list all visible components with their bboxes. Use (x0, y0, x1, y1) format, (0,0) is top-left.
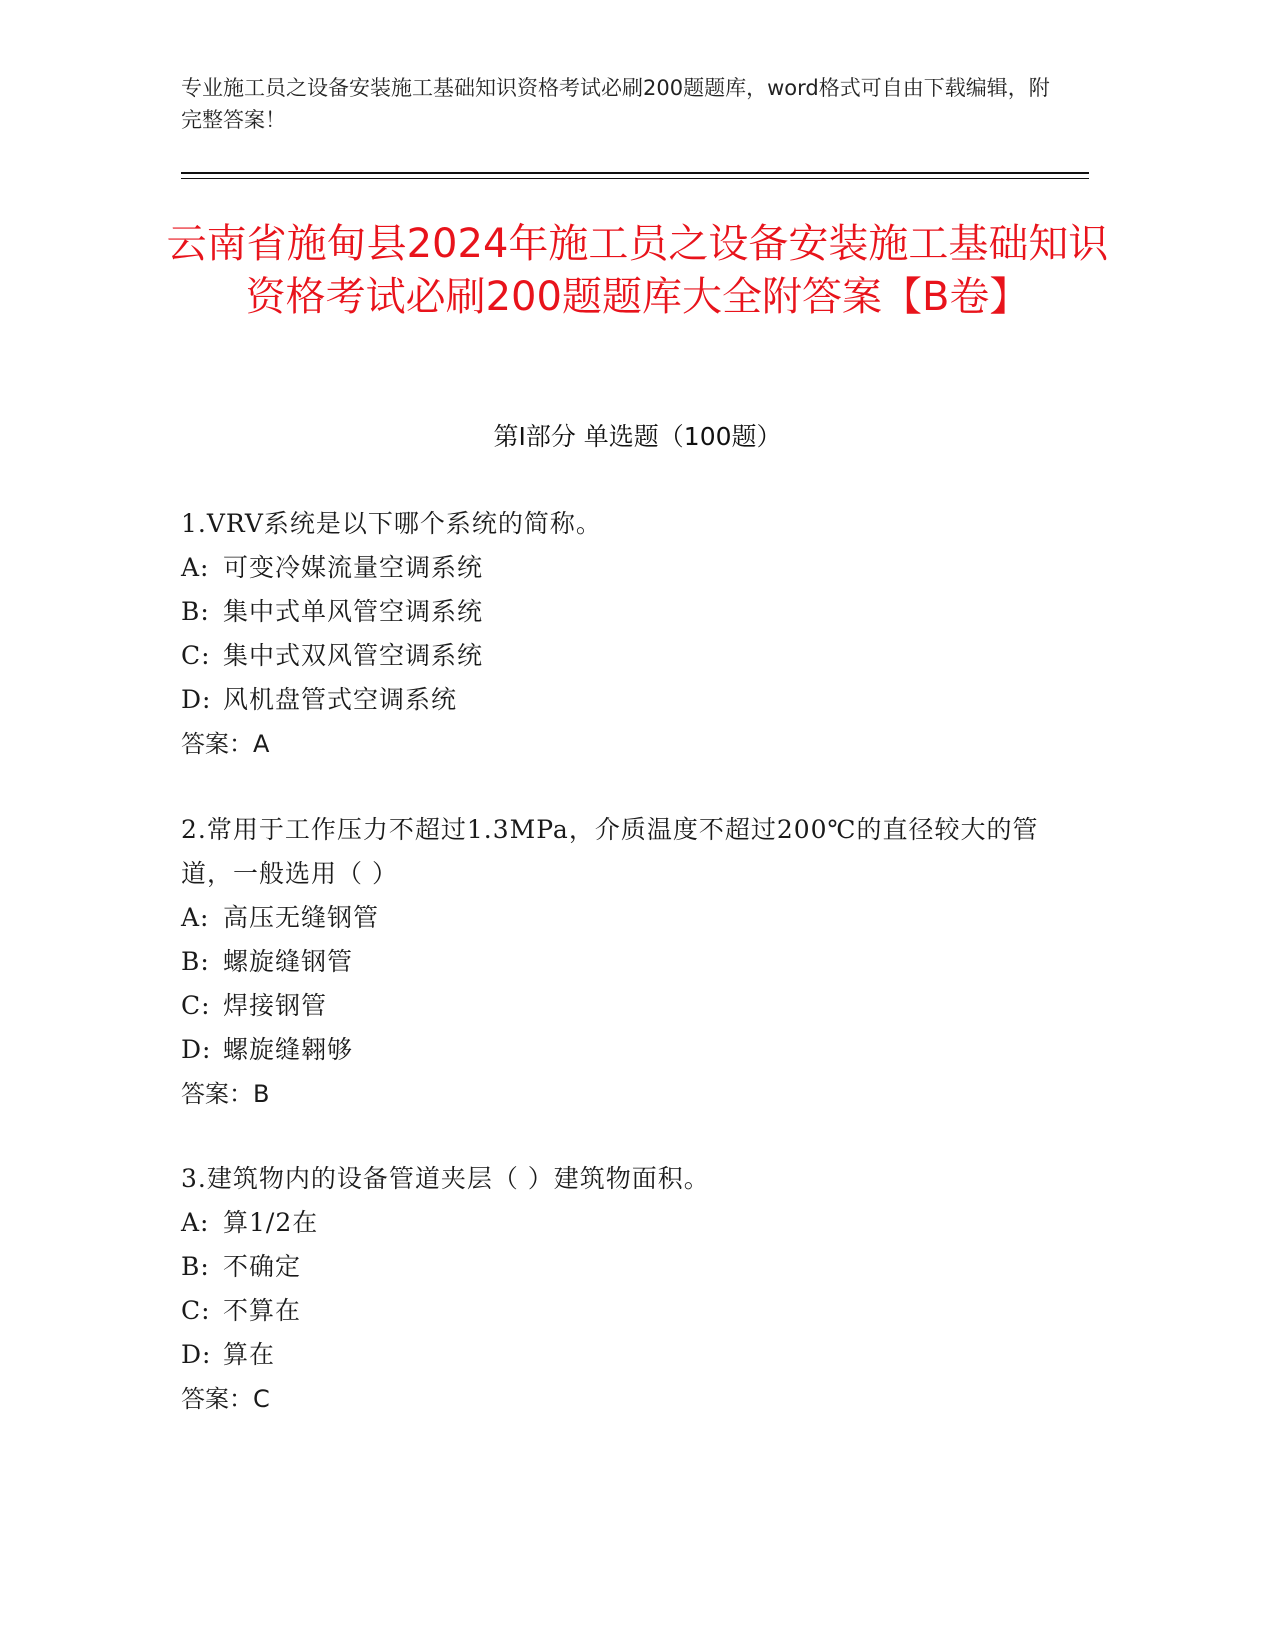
section-title: 第I部分 单选题（100题） (493, 422, 782, 451)
question-answer (181, 1377, 1061, 1421)
option-text: 螺旋缝钢管 (223, 947, 354, 976)
option-text: 不确定 (223, 1252, 302, 1281)
header-note: 专业施工员之设备安装施工基础知识资格考试必刷200题题库，word格式可自由下载编辑，附完整答案！ (181, 76, 1050, 132)
question-option-a (181, 1201, 1061, 1245)
answer-value: B (253, 1080, 270, 1108)
option-text: 高压无缝钢管 (223, 903, 380, 932)
option-key: C: (181, 641, 211, 670)
option-text: 算在 (223, 1340, 276, 1369)
option-key: A: (181, 903, 210, 932)
question-stem: 2.常用于工作压力不超过1.3MPa，介质温度不超过200℃的直径较大的管道，一般选用（ ） (181, 815, 1039, 888)
question-option-b (181, 590, 1061, 634)
option-key: A: (181, 1208, 210, 1237)
answer-label: 答案： (181, 730, 253, 758)
question-2 (181, 808, 1061, 1116)
option-key: D: (181, 1340, 212, 1369)
option-text: 集中式双风管空调系统 (223, 641, 484, 670)
option-key: B: (181, 1252, 210, 1281)
answer-label: 答案： (181, 1385, 253, 1413)
header-divider-thin (181, 178, 1089, 179)
question-stem: 1.VRV系统是以下哪个系统的简称。 (181, 509, 602, 538)
option-text: 螺旋缝翱够 (223, 1035, 354, 1064)
question-1 (181, 502, 1061, 766)
option-key: D: (181, 1035, 212, 1064)
option-text: 可变冷媒流量空调系统 (223, 553, 484, 582)
question-option-d (181, 1028, 1061, 1072)
question-3 (181, 1157, 1061, 1421)
question-option-c (181, 1289, 1061, 1333)
header-divider-thick (181, 172, 1089, 174)
question-option-c (181, 984, 1061, 1028)
question-option-a (181, 546, 1061, 590)
option-text: 风机盘管式空调系统 (223, 685, 458, 714)
answer-value: C (253, 1385, 270, 1413)
question-stem: 3.建筑物内的设备管道夹层（ ）建筑物面积。 (181, 1164, 710, 1193)
option-key: B: (181, 597, 210, 626)
question-option-b (181, 940, 1061, 984)
option-key: D: (181, 685, 212, 714)
question-answer (181, 722, 1061, 766)
document-title: 云南省施甸县2024年施工员之设备安装施工基础知识资格考试必刷200题题库大全附答案【B卷】 (166, 221, 1109, 320)
question-option-b (181, 1245, 1061, 1289)
option-key: C: (181, 991, 211, 1020)
option-text: 算1/2在 (223, 1208, 319, 1237)
question-answer (181, 1072, 1061, 1116)
option-text: 不算在 (223, 1296, 302, 1325)
answer-value: A (253, 730, 270, 758)
question-option-c (181, 634, 1061, 678)
option-key: C: (181, 1296, 211, 1325)
question-option-d (181, 1333, 1061, 1377)
question-option-a (181, 896, 1061, 940)
question-option-d (181, 678, 1061, 722)
option-key: A: (181, 553, 210, 582)
option-text: 集中式单风管空调系统 (223, 597, 484, 626)
option-key: B: (181, 947, 210, 976)
answer-label: 答案： (181, 1080, 253, 1108)
option-text: 焊接钢管 (223, 991, 328, 1020)
